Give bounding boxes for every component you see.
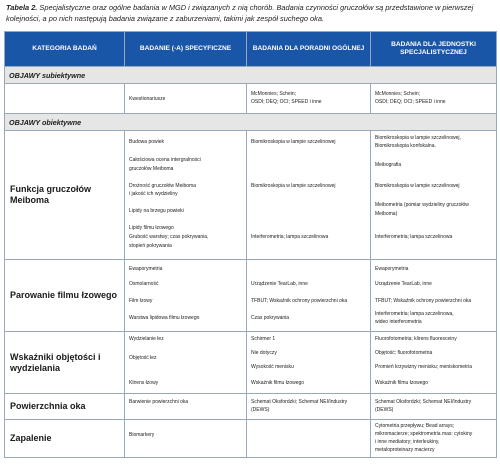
cat-evaporation: Parowanie filmu łzowego <box>5 260 125 332</box>
text-line: Klirens łzowy <box>129 380 159 386</box>
text-line: wideo interferometria <box>375 319 422 325</box>
cell-surface-general <box>247 394 371 420</box>
text-line: Interferometria; lampa szczelinowa <box>251 234 329 240</box>
row-volume <box>5 332 497 394</box>
cell-evaporation-special <box>371 260 497 332</box>
cell-volume-special <box>371 332 497 394</box>
text-line: TFBUT; Wskaźnik ochrony powierzchni oka <box>251 298 348 304</box>
text-line: Wskaźnik filmu łzowego <box>251 380 305 386</box>
text-line: Czas pokrywania <box>251 315 290 321</box>
text-line: Wysokość menisku <box>251 364 294 370</box>
text-line: Interferometria; lampa szczelinowa <box>375 234 453 240</box>
row-surface <box>5 394 497 420</box>
cell-evaporation-specific <box>125 260 247 332</box>
text-line: mikromacierze; spektrometria mas: cytokiny <box>375 431 473 437</box>
caption-text: Specjalistyczne oraz ogólne badania w MGD i związanych z nią chorób. Badania czynności gruczołów są przedstawione w pierwszej kolejności, a po nich następują badania związane z zaburzeniami, takimi jak zespół suchego oka. <box>6 3 474 23</box>
text-line: Biomarkery <box>129 432 155 438</box>
header-category: KATEGORIA BADAŃ <box>5 32 125 67</box>
text-line: Interferometria; lampa szczelinowa, <box>375 311 454 317</box>
text-line: Biomikroskopia konfokalna. <box>375 143 436 149</box>
text-line: Lipidy filmu łzowego <box>129 225 174 231</box>
text-line: i inne mediatory; interleukiny, <box>375 439 440 445</box>
text-line: Całościowa ocena intergralności <box>129 157 201 163</box>
exam-table <box>4 31 497 458</box>
header-specialist: BADANIA DLA JEDNOSTKI SPECJALISTYCZNEJ <box>371 32 497 67</box>
cell-inflammation-special <box>371 420 497 458</box>
text-line: Budowa powiek <box>129 139 165 145</box>
table-caption <box>6 3 494 24</box>
section-objective-label: OBJAWY obiektywne <box>5 114 497 131</box>
cat-volume: Wskaźniki objętości i wydzielania <box>5 332 125 394</box>
text-line: Grubość warstwy; czas pokrywania, <box>129 234 209 240</box>
text-line: Wydzielanie łez <box>129 336 164 342</box>
row-evaporation <box>5 260 497 332</box>
header-general: BADANIA DLA PORADNI OGÓLNEJ <box>247 32 371 67</box>
text-line: McMonnies; Schein; <box>251 91 297 97</box>
cell-meibom-general <box>247 131 371 260</box>
text-line: Biomikroskopia w lampie szczelinowej, <box>375 135 461 141</box>
section-objective <box>5 114 497 131</box>
text-line: Meiboma) <box>375 211 398 217</box>
text-line: Osmolarność <box>129 281 159 287</box>
text-line: Biomikroskopia w lampie szczelinowej <box>375 183 460 189</box>
cat-meibom: Funkcja gruczołów Meiboma <box>5 131 125 260</box>
cat-subjective <box>5 84 125 114</box>
text-line: Nie dotyczy <box>251 350 277 356</box>
cat-surface: Powierzchnia oka <box>5 394 125 420</box>
cell-meibom-special <box>371 131 497 260</box>
text-line: OSDI; DEQ; OCI; SPEED i inne <box>251 99 322 105</box>
cell-subjective-general <box>247 84 371 114</box>
text-line: metaloproteinazy macierzy <box>375 447 435 453</box>
cell-subjective-specific <box>125 84 247 114</box>
text-line: (DEWS) <box>375 407 394 413</box>
cell-surface-specific <box>125 394 247 420</box>
text-line: Schemat Oksfordzki; Schemat NEI/Industry <box>251 399 348 405</box>
text-line: Drożność gruczołów Meiboma <box>129 183 196 189</box>
cell-meibom-specific <box>125 131 247 260</box>
text-line: gruczołów Meiboma <box>129 166 174 172</box>
cell-evaporation-general <box>247 260 371 332</box>
row-subjective <box>5 84 497 114</box>
text-line: Lipidy na brzegu powieki <box>129 208 184 214</box>
text-line: Meibografia <box>375 162 402 168</box>
text-line: i jakość ich wydzieliny <box>129 191 178 197</box>
cell-surface-special <box>371 394 497 420</box>
text-line: Urządzenie TearLab, inne <box>375 281 432 287</box>
cell-volume-specific <box>125 332 247 394</box>
text-line: Barwienie powierzchni oka <box>129 399 189 405</box>
text-line: Kwestionariusze <box>129 96 166 102</box>
header-row <box>5 32 497 67</box>
text-line: Objętość; fluorofotometria <box>375 350 433 356</box>
cell-volume-general <box>247 332 371 394</box>
text-line: Biomikroskopia w lampie szczelinowej <box>251 139 336 145</box>
section-subjective-label: OBJAWY subiektywne <box>5 67 497 84</box>
cell-subjective-special <box>371 84 497 114</box>
text-line: Ewaporymetria <box>375 266 409 272</box>
text-line: Objętość łez <box>129 355 157 361</box>
cell-inflammation-specific <box>125 420 247 458</box>
section-subjective <box>5 67 497 84</box>
row-inflammation <box>5 420 497 458</box>
text-line: Schemat Oksfordzki; Schemat NEI/Industry <box>375 399 472 405</box>
caption-label: Tabela 2. <box>6 3 38 12</box>
text-line: Ewaporymetria <box>129 266 163 272</box>
cell-inflammation-general <box>247 420 371 458</box>
text-line: stopień pokrywania <box>129 243 172 249</box>
text-line: Schirmer 1 <box>251 336 276 342</box>
text-line: Promień krzywizny menisku; meniskometria <box>375 364 472 370</box>
text-line: Fluorofotometria; klirens fluoresceiny <box>375 336 457 342</box>
header-specific: BADANIE (-A) SPECYFICZNE <box>125 32 247 67</box>
text-line: Wskaźnik filmu łzowego <box>375 380 429 386</box>
text-line: Urządzenie TearLab, inne <box>251 281 308 287</box>
text-line: Film łzowy <box>129 298 153 304</box>
row-meibom <box>5 131 497 260</box>
text-line: OSDI; DEQ; OCI; SPEED i inne <box>375 99 446 105</box>
text-line: TFBUT; Wskaźnik ochrony powierzchni oka <box>375 298 472 304</box>
text-line: McMonnies; Schein; <box>375 91 421 97</box>
cat-inflammation: Zapalenie <box>5 420 125 458</box>
text-line: (DEWS) <box>251 407 270 413</box>
text-line: Warstwa lipidowa filmu łzowego <box>129 315 200 321</box>
text-line: Cytometria przepływu; Bead arrays; <box>375 423 455 429</box>
text-line: Biomikroskopia w lampie szczelinowej <box>251 183 336 189</box>
text-line: Meibometria (pomiar wydzieliny gruczołów <box>375 202 469 208</box>
